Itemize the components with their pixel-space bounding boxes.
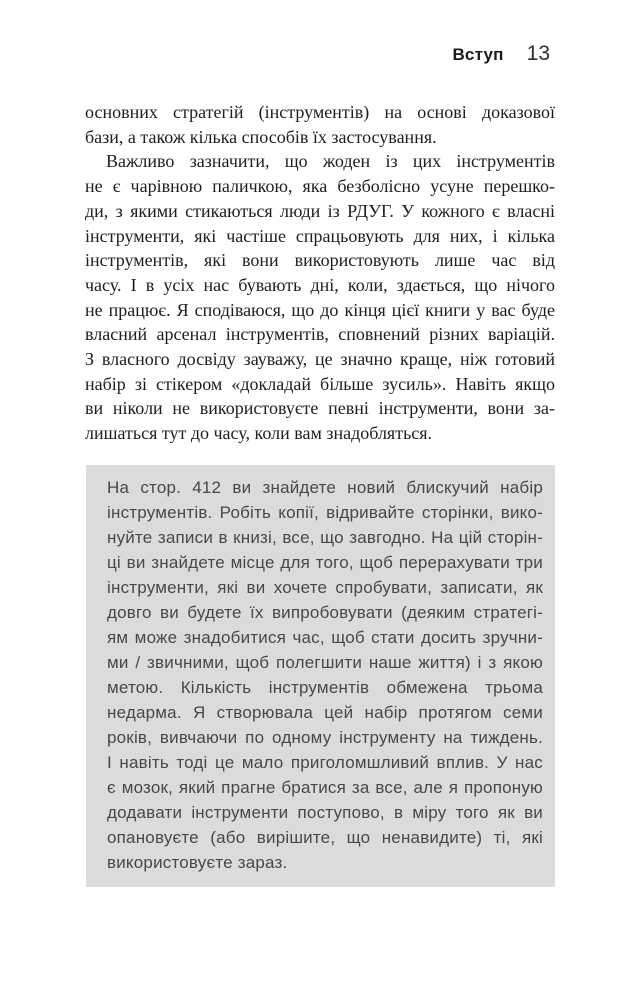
text-line: довго ви будете їх випробовувати (деяким стратегі- (107, 603, 543, 622)
callout-box (86, 465, 555, 887)
text-line: З власного досвіду зауважу, це значно краще, ніж готовий (85, 349, 555, 370)
text-line: ці ви знайдете місце для того, щоб перерахувати три (107, 553, 543, 572)
text-line: нуйте записи в книзі, все, що завгодно. На цій сторін- (107, 528, 543, 547)
page-number: 13 (526, 42, 550, 65)
text-line: інструменти, які ви хочете спробувати, записати, як (107, 578, 543, 597)
text-line: ви ніколи не використовуєте певні інструменти, вони за- (85, 398, 555, 419)
text-line: додавати інструменти поступово, в міру того як ви (107, 803, 543, 822)
text-line: набір зі стікером «докладай більше зусиль». Навіть якщо (85, 373, 555, 394)
text-line: є мозок, який прагне братися за все, але я пропоную (107, 778, 543, 797)
text-line: лишаться тут до часу, коли вам знадобляться. (85, 423, 433, 444)
running-head-section-title: Вступ (452, 45, 504, 64)
text-line: інструменти, які частіше спрацьовують для них, і кілька (85, 225, 555, 246)
paragraph (85, 149, 555, 445)
text-line: не є чарівною паличкою, яка безболісно усуне перешко- (85, 176, 555, 197)
text-line: власний арсенал інструментів, сповнений різних варіацій. (85, 324, 555, 345)
text-line: Важливо зазначити, що жоден із цих інструментів (106, 151, 555, 172)
text-line: ям може знадобитися час, щоб стати досить зручни- (107, 628, 543, 647)
text-line: бази, а також кілька способів їх застосування. (85, 126, 437, 147)
text-line: ми / звичними, щоб полегшити наше життя) і з якою (107, 653, 543, 672)
text-line: І навіть тоді це мало приголомшливий вплив. У нас (107, 753, 543, 772)
body-text (85, 100, 555, 446)
text-line: використовуєте зараз. (107, 853, 288, 872)
paragraph (85, 100, 555, 149)
text-line: основних стратегій (інструментів) на основі доказової (85, 102, 555, 122)
text-line: інструментів. Робіть копії, відривайте сторінки, вико- (107, 503, 543, 522)
text-line: ди, з якими стикаються люди із РДУГ. У кожного є власні (85, 200, 555, 221)
text-line: недарма. Я створювала цей набір протягом семи (107, 703, 543, 722)
text-line: опановуєте (або вирішите, що ненавидите) ті, які (107, 828, 543, 847)
text-line: років, вивчаючи по одному інструменту на тиждень. (107, 728, 543, 747)
text-line: не працює. Я сподіваюся, що до кінця цієї книги у вас буде (85, 299, 555, 320)
text-line: метою. Кількість інструментів обмежена трьома (107, 678, 543, 697)
page-header (0, 42, 550, 66)
text-line: інструментів, які вони використовують лише час від (85, 250, 555, 271)
text-line: На стор. 412 ви знайдете новий блискучий набір (107, 478, 543, 497)
text-line: часу. І в усіх нас бувають дні, коли, здається, що нічого (85, 274, 555, 295)
